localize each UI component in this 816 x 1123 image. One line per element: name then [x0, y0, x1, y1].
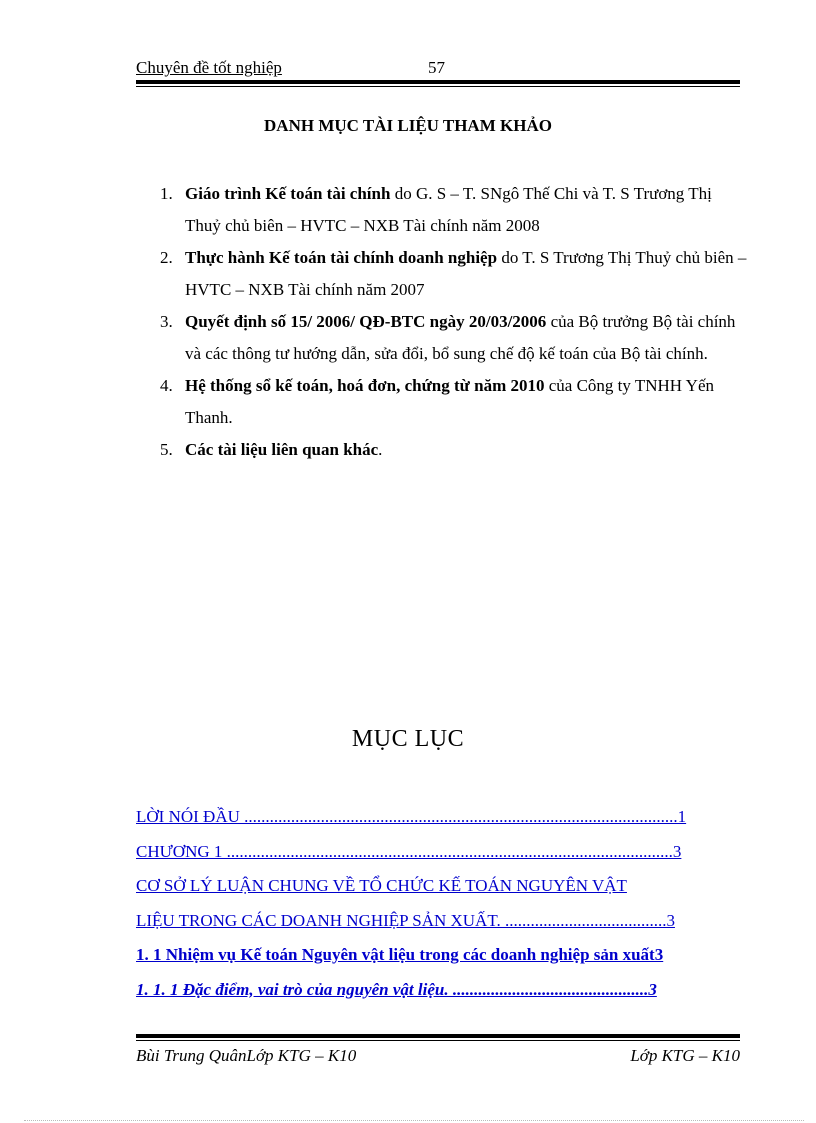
footer-rule-thin	[136, 1040, 740, 1041]
reference-details: của Bộ trưởng Bộ tài chính và các thông tư hướng dẫn, sửa đổi, bổ sung chế độ kế toán của Bộ tài chính.	[185, 312, 736, 363]
toc-title: MỤC LỤC	[351, 726, 465, 752]
reference-item	[160, 370, 750, 434]
reference-item	[160, 242, 750, 306]
toc-link-chuong-1[interactable]: CHƯƠNG 1 .........................................................................................................3	[136, 841, 682, 861]
toc-link-section-1-1-1[interactable]: 1. 1. 1 Đặc điểm, vai trò của nguyên vật liệu. ..............................................3	[136, 979, 657, 999]
reference-details: .	[378, 440, 383, 459]
reference-number: 1.	[160, 184, 173, 203]
header-document-title: Chuyên đề tốt nghiệp	[136, 58, 282, 77]
toc-link-co-so-ly-luan[interactable]: CƠ SỞ LÝ LUẬN CHUNG VỀ TỔ CHỨC KẾ TOÁN NGUYÊN VẬT	[136, 876, 627, 895]
toc-link-co-so-ly-luan-cont[interactable]: LIỆU TRONG CÁC DOANH NGHIỆP SẢN XUẤT. ......................................3	[136, 910, 675, 930]
reference-number: 3.	[160, 312, 173, 331]
reference-title: Giáo trình Kế toán tài chính	[185, 184, 391, 203]
page-number: 57	[428, 58, 445, 77]
footer-rule-thick	[136, 1034, 740, 1038]
toc-link-section-1-1[interactable]: 1. 1 Nhiệm vụ Kế toán Nguyên vật liệu trong các doanh nghiệp sản xuất3	[136, 945, 664, 964]
table-of-contents	[136, 800, 732, 1007]
references-title: DANH MỤC TÀI LIỆU THAM KHẢO	[264, 116, 552, 135]
reference-number: 4.	[160, 376, 173, 395]
reference-item	[160, 178, 750, 242]
reference-title: Quyết định số 15/ 2006/ QĐ-BTC ngày 20/03/2006	[185, 312, 547, 331]
header-rule-thick	[136, 80, 740, 84]
reference-number: 5.	[160, 440, 173, 459]
reference-details: do T. S Trương Thị Thuỷ chủ biên – HVTC – NXB Tài chính năm 2007	[185, 248, 747, 299]
footer-class: Lớp KTG – K10	[630, 1046, 740, 1065]
toc-link-loi-noi-dau[interactable]: LỜI NÓI ĐẦU ......................................................................................................1	[136, 807, 687, 826]
reference-title: Các tài liệu liên quan khác	[185, 440, 379, 459]
reference-item	[160, 434, 750, 466]
header-rule-thin	[136, 86, 740, 87]
reference-details: của Công ty TNHH Yến Thanh.	[185, 376, 714, 427]
reference-title: Thực hành Kế toán tài chính doanh nghiệp	[185, 248, 498, 267]
reference-number: 2.	[160, 248, 173, 267]
references-list	[160, 178, 750, 466]
reference-details: do G. S – T. SNgô Thế Chi và T. S Trương Thị Thuỷ chủ biên – HVTC – NXB Tài chính năm 2008	[185, 184, 712, 235]
page-edge	[24, 1120, 804, 1121]
reference-item	[160, 306, 750, 370]
footer-author: Bùi Trung QuânLớp KTG – K10	[136, 1046, 357, 1065]
reference-title: Hệ thống sổ kế toán, hoá đơn, chứng từ năm 2010	[185, 376, 545, 395]
